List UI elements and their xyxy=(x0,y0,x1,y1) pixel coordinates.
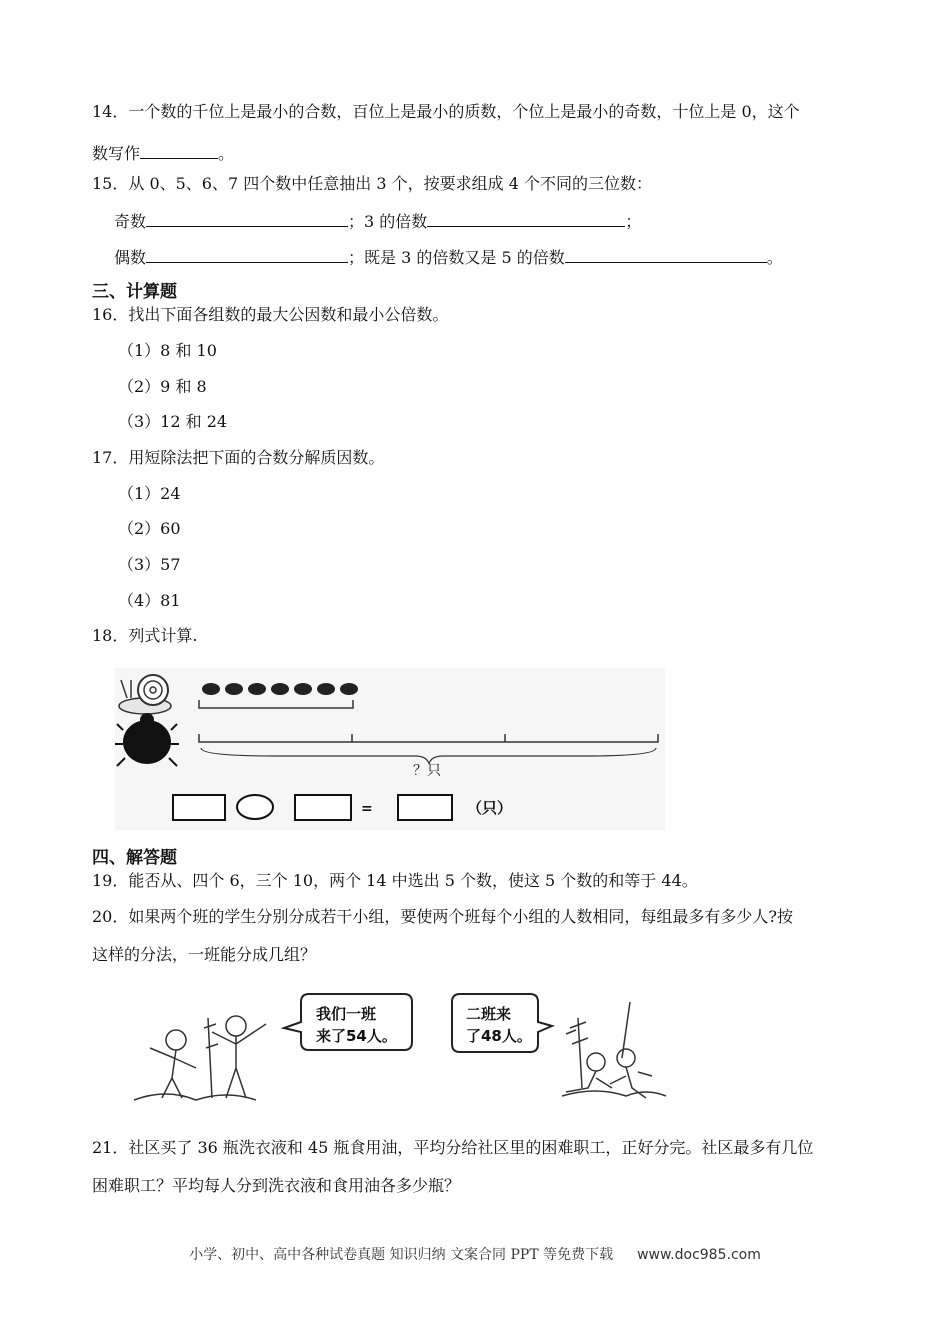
q15-multiple3-label: ；3 的倍数 xyxy=(348,212,428,231)
q16-item: （1）8 和 10 xyxy=(118,341,217,360)
q14-prefix: 数写作 xyxy=(92,144,141,163)
q16-stem: 16．找出下面各组数的最大公因数和最小公倍数。 xyxy=(92,305,449,324)
footer-url[interactable]: www.doc985.com xyxy=(637,1247,761,1263)
bubble2-line2: 了48人。 xyxy=(466,1027,532,1045)
bubble2-line1: 二班来 xyxy=(466,1005,512,1023)
section-4-heading: 四、解答题 xyxy=(92,848,177,868)
q21-line1: 21．社区买了 36 瓶洗衣液和 45 瓶食用油，平均分给社区里的困难职工，正好分完。社区最多有几位 xyxy=(92,1138,814,1157)
q18-figure xyxy=(115,668,665,830)
footer-text: 小学、初中、高中各种试卷真题 知识归纳 文案合同 PPT 等免费下载 xyxy=(189,1247,614,1263)
q17-item: （1）24 xyxy=(118,484,181,503)
answer-box-result[interactable] xyxy=(398,795,452,820)
section-3-heading: 三、计算题 xyxy=(92,282,177,302)
q17-stem: 17．用短除法把下面的合数分解质因数。 xyxy=(92,448,385,467)
q17-item: （4）81 xyxy=(118,591,181,610)
q15-row1 xyxy=(114,210,641,232)
q20-line2: 这样的分法，一班能分成几组？ xyxy=(92,945,317,964)
q17-item: （2）60 xyxy=(118,519,181,538)
students-planting-left-illustration xyxy=(134,1016,266,1100)
q20-line1: 20．如果两个班的学生分别分成若干小组，要使两个班每个小组的人数相同，每组最多有多少人?按 xyxy=(92,907,793,926)
q15-multiple15-label: ；既是 3 的倍数又是 5 的倍数 xyxy=(348,248,565,267)
q15-multiple15-blank[interactable] xyxy=(565,246,767,263)
q14-answer-blank[interactable] xyxy=(140,142,218,159)
bubble1-line2: 来了54人。 xyxy=(316,1027,397,1045)
q15-row2-end: 。 xyxy=(766,248,783,267)
q18-stem: 18．列式计算. xyxy=(92,626,198,645)
q15-row2 xyxy=(114,246,783,268)
students-planting-right-illustration xyxy=(562,1002,666,1098)
q15-even-blank[interactable] xyxy=(146,246,348,263)
operator-circle[interactable] xyxy=(237,795,273,819)
equals-sign: = xyxy=(361,801,373,817)
q15-stem: 15．从 0、5、6、7 四个数中任意抽出 3 个，按要求组成 4 个不同的三位数： xyxy=(92,174,652,193)
q14-line2 xyxy=(92,142,234,164)
bubble1-line1: 我们一班 xyxy=(316,1005,377,1023)
q14-line1: 14．一个数的千位上是最小的合数，百位上是最小的质数，个位上是最小的奇数，十位上是 0，这个 xyxy=(92,102,800,121)
q19-text: 19．能否从、四个 6，三个 10，两个 14 中选出 5 个数，使这 5 个数的和等于 44。 xyxy=(92,871,698,890)
q15-even-label: 偶数 xyxy=(114,248,147,267)
q21-line2: 困难职工？平均每人分到洗衣液和食用油各多少瓶？ xyxy=(92,1176,461,1195)
q20-figure xyxy=(126,988,671,1108)
q15-row1-end: ； xyxy=(625,212,642,231)
q15-odd-label: 奇数 xyxy=(114,212,147,231)
answer-box-2[interactable] xyxy=(295,795,351,820)
q15-multiple3-blank[interactable] xyxy=(427,210,625,227)
unit-label: （只） xyxy=(467,799,513,817)
question-label: ？只 xyxy=(413,763,441,779)
page-footer xyxy=(0,1244,950,1264)
q16-item: （2）9 和 8 xyxy=(118,377,207,396)
answer-box-1[interactable] xyxy=(173,795,225,820)
q14-suffix: 。 xyxy=(218,144,235,163)
q15-odd-blank[interactable] xyxy=(146,210,348,227)
q17-item: （3）57 xyxy=(118,555,181,574)
q16-item: （3）12 和 24 xyxy=(118,412,228,431)
